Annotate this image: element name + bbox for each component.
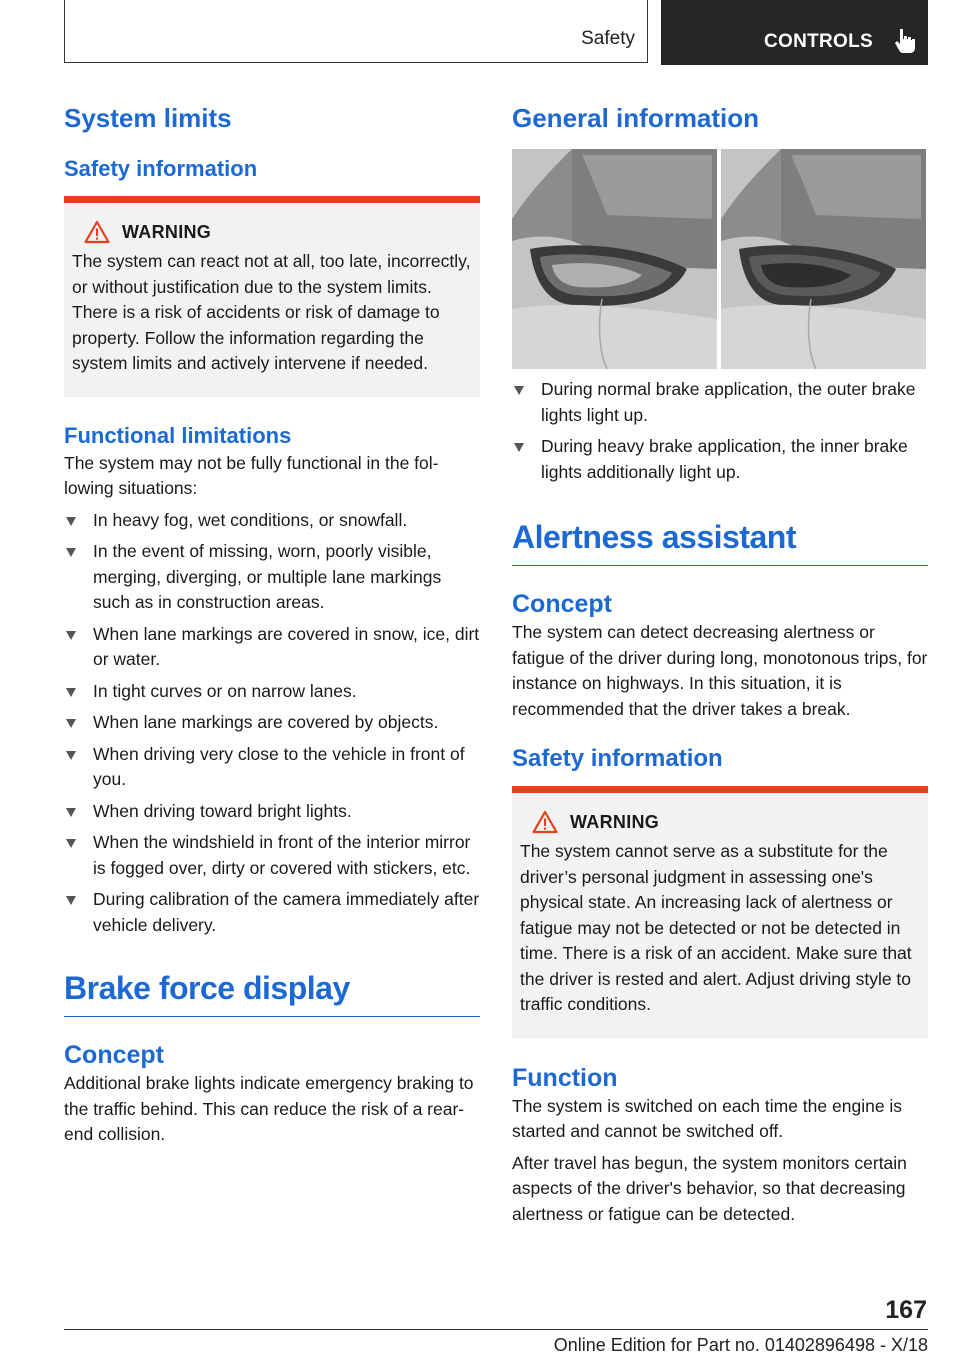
alertness-concept-heading: Concept (512, 590, 612, 618)
page-header (64, 0, 928, 65)
functional-intro: The system may not be fully functional in the following situations: (64, 452, 439, 498)
chapter-tab (661, 0, 928, 65)
list-item: During calibration of the camera immediately after vehicle delivery. (64, 887, 480, 938)
triangle-bullet-icon (66, 688, 76, 697)
brake-lights-illustration (512, 149, 926, 369)
pointing-hand-icon (894, 27, 916, 53)
warning-label: WARNING (122, 221, 212, 242)
function-heading: Function (512, 1063, 618, 1092)
section-label: Safety (581, 28, 635, 49)
triangle-bullet-icon (66, 808, 76, 817)
brake-concept-heading: Concept (64, 1041, 164, 1069)
triangle-bullet-icon (66, 751, 76, 760)
function-text-2: After travel has begun, the system monitors certain aspects of the driver's behavior, so that decreasing alertness or fatigue can be detected. (512, 1152, 907, 1224)
triangle-bullet-icon (514, 443, 524, 452)
warning-triangle-icon (532, 810, 558, 834)
list-item: When lane markings are covered in snow, ice, dirt or water. (64, 622, 480, 673)
page-number: 167 (885, 1296, 927, 1324)
alertness-concept-text: The system can detect decreasing alertness or fatigue of the driver during long, monotonous trips, for instance on highways. In this situation, it is recommended that the driver takes a break. (512, 622, 928, 719)
list-item: In heavy fog, wet conditions, or snowfall. (64, 508, 480, 534)
brake-lights-list (512, 377, 928, 485)
system-limits-heading: System limits (64, 103, 232, 133)
list-item: During normal brake application, the outer brake lights light up. (512, 377, 928, 428)
triangle-bullet-icon (66, 719, 76, 728)
triangle-bullet-icon (66, 548, 76, 557)
limitations-list (64, 508, 480, 939)
section-tab (64, 0, 648, 63)
edition-text: Online Edition for Part no. 01402896498 - X/18 (553, 1335, 928, 1355)
warning-box (512, 786, 928, 1038)
brake-concept-text: Additional brake lights indicate emergency braking to the traffic behind. This can reduce the risk of a rear-end collision. (64, 1073, 474, 1144)
triangle-bullet-icon (66, 896, 76, 905)
list-item: When the windshield in front of the interior mirror is fogged over, dirty or covered with stickers, etc. (64, 830, 480, 881)
warning-text: The system cannot serve as a substitute for the driver’s personal judgment in assessing one's physical state. An increasing lack of alertness or fatigue may not be detected or not be detected in time. There is a risk of an accident. Make sure that the driver is rested and alert. Adjust driving style to traffic conditions. (520, 841, 912, 1014)
alertness-safety-info-heading: Safety information (512, 745, 723, 772)
footer-divider (64, 1329, 928, 1330)
warning-box (64, 196, 480, 397)
right-column (512, 100, 928, 1227)
list-item: When driving toward bright lights. (64, 799, 480, 825)
triangle-bullet-icon (514, 386, 524, 395)
triangle-bullet-icon (66, 517, 76, 526)
chapter-label: CONTROLS (764, 31, 874, 52)
triangle-bullet-icon (66, 839, 76, 848)
list-item: In the event of missing, worn, poorly visible, merging, diverging, or multiple lane markings such as in construction areas. (64, 539, 480, 616)
list-item: When lane markings are covered by objects. (64, 710, 480, 736)
warning-text: The system can react not at all, too late, incorrectly, or without justification due to the system limits. There is a risk of accidents or risk of damage to property. Follow the information regarding the system limits and actively intervene if needed. (72, 251, 471, 373)
list-item: When driving very close to the vehicle in front of you. (64, 742, 480, 793)
heavy-brake-image (721, 149, 926, 369)
normal-brake-image (512, 149, 717, 369)
list-item: In tight curves or on narrow lanes. (64, 679, 480, 705)
warning-label: WARNING (570, 811, 660, 832)
alertness-assistant-heading: Alertness assistant (512, 515, 928, 566)
safety-info-heading: Safety information (64, 156, 258, 181)
general-info-heading: General information (512, 103, 760, 133)
triangle-bullet-icon (66, 631, 76, 640)
function-text-1: The system is switched on each time the engine is started and cannot be switched off. (512, 1095, 903, 1141)
warning-triangle-icon (84, 220, 110, 244)
brake-force-display-heading: Brake force display (64, 966, 480, 1017)
left-column (64, 100, 480, 1148)
list-item: During heavy brake application, the inner brake lights additionally light up. (512, 434, 928, 485)
functional-limitations-heading: Functional limitations (64, 422, 292, 448)
